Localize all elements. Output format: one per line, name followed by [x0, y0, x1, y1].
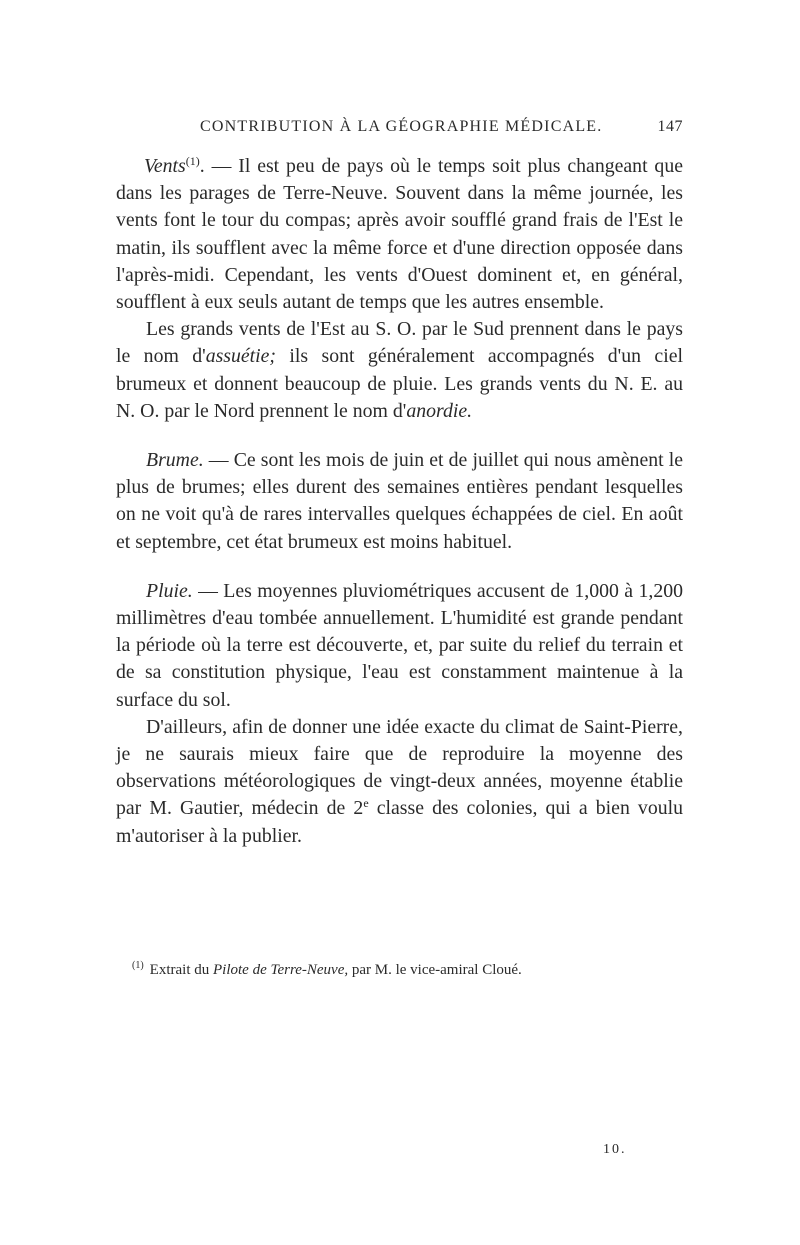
- section-title-pluie: Pluie.: [146, 579, 193, 602]
- paragraph-vents-1: [116, 153, 683, 316]
- footnote-text: par M. le vice-amiral Cloué.: [348, 962, 522, 978]
- section-title-vents: Vents: [144, 155, 186, 177]
- title-dash: —: [192, 579, 224, 602]
- paragraph-text: D'ailleurs, afin de donner une idée exacte du climat de Saint-Pierre, je ne saurais mieux faire que de reproduire la moyenne des observations météorologiques de vingt-deux années, moyenne établie par M. Gautier, médecin de 2: [116, 715, 683, 820]
- term-anordie: anordie.: [406, 399, 473, 422]
- footnote-source: Pilote de Terre-Neuve,: [213, 962, 349, 978]
- paragraph-text: classe des colonies, qui a bien voulu m'autoriser à la publier.: [116, 797, 683, 847]
- footnote-text: Extrait du: [149, 962, 213, 978]
- paragraph-text: Les grands vents de l'Est au S. O. par le Sud prennent dans le pays le nom d': [116, 318, 683, 368]
- running-head: [200, 118, 683, 144]
- body-text: [116, 153, 683, 850]
- footnote: [132, 956, 683, 980]
- paragraph-text: Ce sont les mois de juin et de juillet qui nous amènent le plus de brumes; elles durent des semaines entières pendant lesquelles on ne voit qu'à de rares intervalles quelques échappées de ciel. En août et septembre, cet état brumeux est moins habituel.: [116, 449, 684, 553]
- signature-mark: 10.: [603, 1142, 627, 1157]
- title-dash: . —: [199, 155, 239, 177]
- paragraph-vents-2: [116, 316, 683, 425]
- title-dash: —: [203, 449, 234, 472]
- paragraph-brume: [116, 447, 683, 556]
- paragraph-text: ils sont généralement accompagnés d'un ciel brumeux et donnent beaucoup de pluie. Les grands vents du N. E. au N. O. par le Nord prennent le nom d': [116, 345, 683, 422]
- footnote-ref: (1): [185, 154, 200, 168]
- paragraph-pluie-1: [116, 578, 683, 714]
- paragraph-pluie-2: [116, 714, 683, 850]
- paragraph-text: Il est peu de pays où le temps soit plus changeant que dans les parages de Terre-Neuve. Souvent dans la même journée, les vents font le tour du compas; après avoir soufflé grand frais de l'Est le matin, ils soufflent avec la même force et d'une direction opposée dans l'après-midi. Cependant, les vents d'Ouest dominent et, en général, soufflent à eux seuls autant de temps que les autres ensemble.: [116, 155, 683, 314]
- page-number: 147: [657, 118, 683, 135]
- term-assuetie: assuétie;: [205, 345, 277, 368]
- running-title: CONTRIBUTION À LA GÉOGRAPHIE MÉDICALE.: [200, 118, 603, 135]
- footnote-mark: (1): [132, 960, 144, 971]
- section-title-brume: Brume.: [146, 449, 204, 472]
- paragraph-text: Les moyennes pluviométriques accusent de 1,000 à 1,200 millimètres d'eau tombée annuellement. L'humidité est grande pendant la période où la terre est découverte, et, par suite du relief du terrain et de sa constitution physique, l'eau est constamment maintenue à la surface du sol.: [116, 579, 683, 711]
- superscript-e: e: [363, 796, 369, 811]
